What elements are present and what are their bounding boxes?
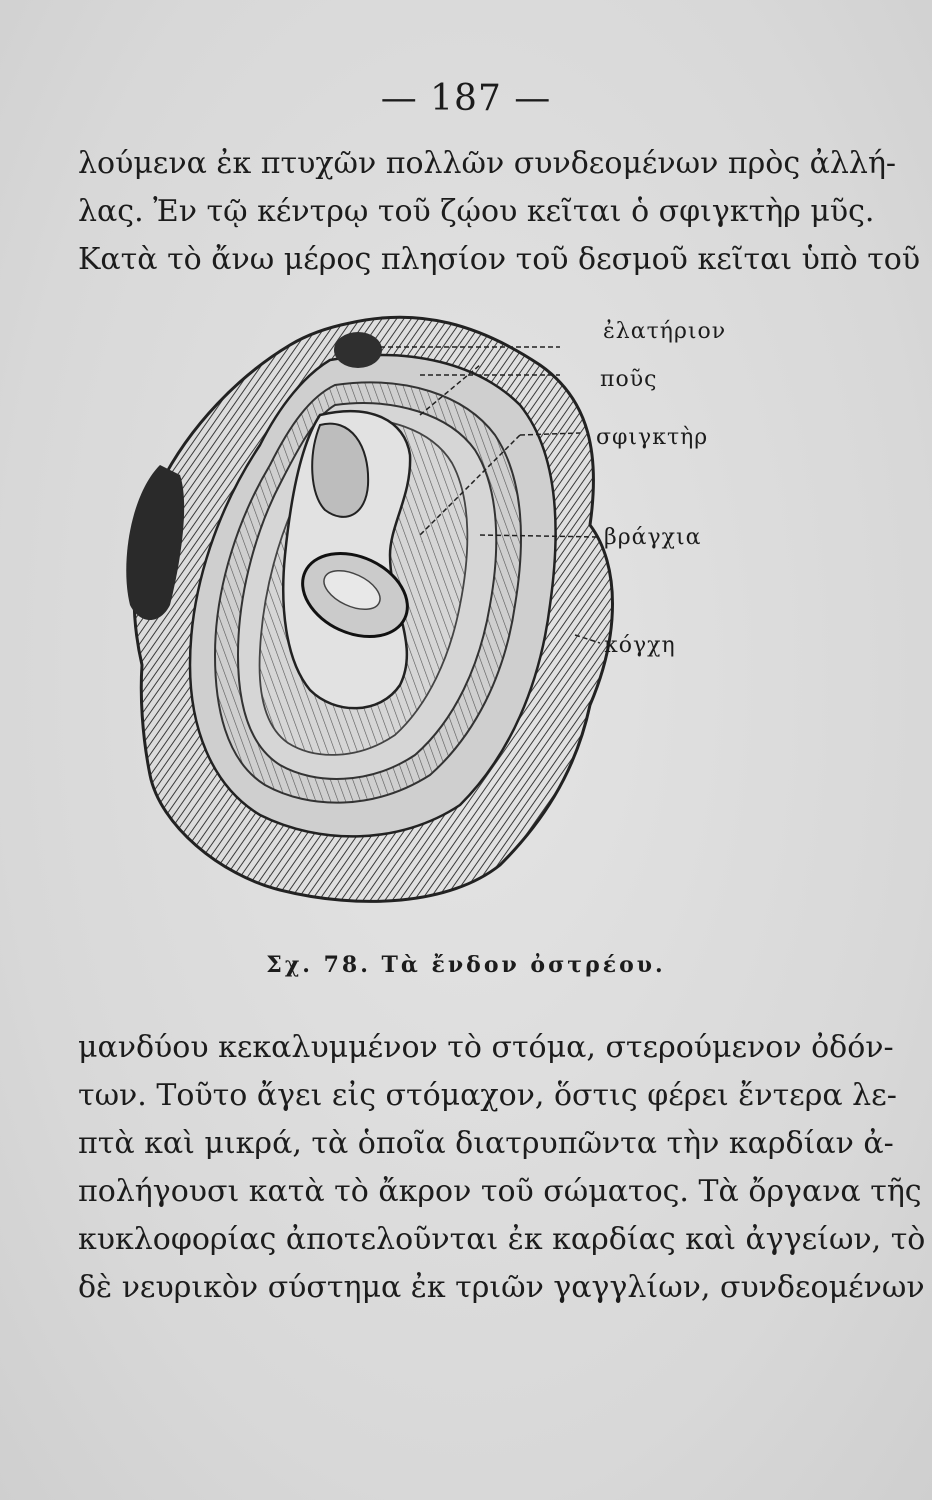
label-sphincter: σφιγκτὴρ — [596, 425, 709, 450]
oyster-illustration — [120, 305, 730, 915]
text-line: μανδύου κεκαλυμμένον τὸ στόμα, στερούμενον ὀδόν- — [78, 1030, 894, 1065]
bottom-paragraph — [78, 1024, 926, 1312]
text-line: δὲ νευρικὸν σύστημα ἐκ τριῶν γαγγλίων, συνδεομένων — [78, 1270, 925, 1305]
label-shell: κόγχη — [604, 633, 676, 658]
top-paragraph — [78, 140, 921, 284]
label-gills: βράγχια — [604, 525, 702, 550]
text-line: Κατὰ τὸ ἄνω μέρος πλησίον τοῦ δεσμοῦ κεῖται ὑπὸ τοῦ — [78, 242, 921, 277]
figure-caption: Σχ. 78. Τὰ ἔνδον ὀστρέου. — [266, 952, 666, 978]
text-line: πολήγουσι κατὰ τὸ ἄκρον τοῦ σώματος. Τὰ ὄργανα τῆς — [78, 1174, 922, 1209]
text-line: λούμενα ἐκ πτυχῶν πολλῶν συνδεομένων πρὸς ἀλλή- — [78, 146, 897, 181]
label-ligament: ἐλατήριον — [603, 319, 727, 344]
page-number: — 187 — — [380, 78, 552, 119]
text-line: λας. Ἐν τῷ κέντρῳ τοῦ ζῴου κεῖται ὁ σφιγκτὴρ μῦς. — [78, 194, 875, 229]
text-line: των. Τοῦτο ἄγει εἰς στόμαχον, ὅστις φέρει ἔντερα λε- — [78, 1078, 897, 1113]
text-line: κυκλοφορίας ἀποτελοῦνται ἐκ καρδίας καὶ ἀγγείων, τὸ — [78, 1222, 926, 1257]
label-foot: ποῦς — [600, 367, 658, 392]
text-line: πτὰ καὶ μικρά, τὰ ὁποῖα διατρυπῶντα τὴν καρδίαν ἀ- — [78, 1126, 894, 1161]
